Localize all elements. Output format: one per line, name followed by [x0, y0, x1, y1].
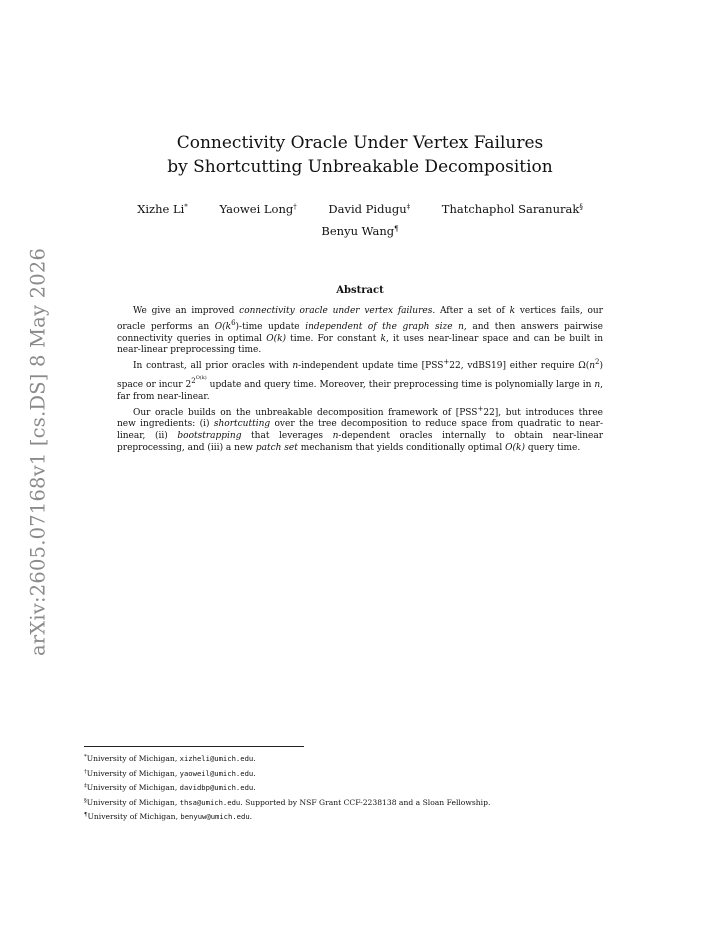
abstract-paragraph: In contrast, all prior oracles with n-independent update time [PSS+22, vdBS19] either require $\Omega(n^2)$ space or incur $2^{2^{O(k)}}$ update and query time. Moreover, their preprocessing time is polynomially large in n, far from near-linear.: [117, 358, 603, 402]
author: Benyu Wang¶: [321, 224, 399, 238]
footnote: †University of Michigan, yaoweil@umich.edu.: [84, 768, 256, 778]
email-link[interactable]: thsa@umich.edu: [179, 797, 241, 807]
author: David Pidugu‡: [328, 202, 411, 216]
footnote: *University of Michigan, xizheli@umich.edu.: [84, 754, 256, 763]
abstract-paragraph: Our oracle builds on the unbreakable decomposition framework of [PSS+22], but introduces three new ingredients: (i) shortcutting over the tree decomposition to reduce space from quadratic to near-linear, (ii) bootstrapping that leverages n-dependent oracles internally to obtain near-linear preprocessing, and (iii) a new patch set mechanism that yields conditionally optimal O(k) query time.: [117, 404, 604, 453]
author-list: [0, 200, 720, 216]
abstract-paragraph: We give an improved connectivity oracle under vertex failures. After a set of k vertices fails, our oracle performs an $O(k^6)$-time update independent of the graph size n, and then answers pairwise connectivity queries in optimal O(k) time. For constant k, it uses near-linear space and can be built in near-linear preprocessing time.: [117, 306, 603, 356]
author-list-row-2: [0, 222, 720, 238]
footnotes: [84, 751, 644, 824]
footnote: ‡University of Michigan, davidbp@umich.edu.: [84, 783, 256, 793]
footnote-separator: [84, 746, 304, 747]
footnote: §University of Michigan, thsa@umich.edu. Supported by NSF Grant CCF-2238138 and a Sloan Fellowship.: [84, 797, 491, 807]
title-line-1: Connectivity Oracle Under Vertex Failures: [176, 133, 544, 153]
author: Thatchaphol Saranurak§: [441, 202, 583, 216]
email-link[interactable]: xizheli@umich.edu: [179, 754, 254, 763]
paper-title: [0, 131, 720, 179]
arxiv-identifier-stamp: arXiv:2605.07168v1 [cs.DS] 8 May 2026: [26, 247, 50, 657]
title-line-2: by Shortcutting Unbreakable Decomposition: [167, 157, 553, 177]
footnote: ¶University of Michigan, benyuw@umich.edu.: [84, 812, 253, 822]
email-link[interactable]: yaoweil@umich.edu: [179, 768, 254, 778]
email-link[interactable]: davidbp@umich.edu: [179, 783, 254, 793]
email-link[interactable]: benyuw@umich.edu: [180, 812, 250, 822]
author: Xizhe Li*: [137, 202, 188, 216]
abstract-body: [117, 306, 603, 455]
abstract-heading: Abstract: [336, 285, 384, 296]
author: Yaowei Long†: [219, 202, 297, 216]
